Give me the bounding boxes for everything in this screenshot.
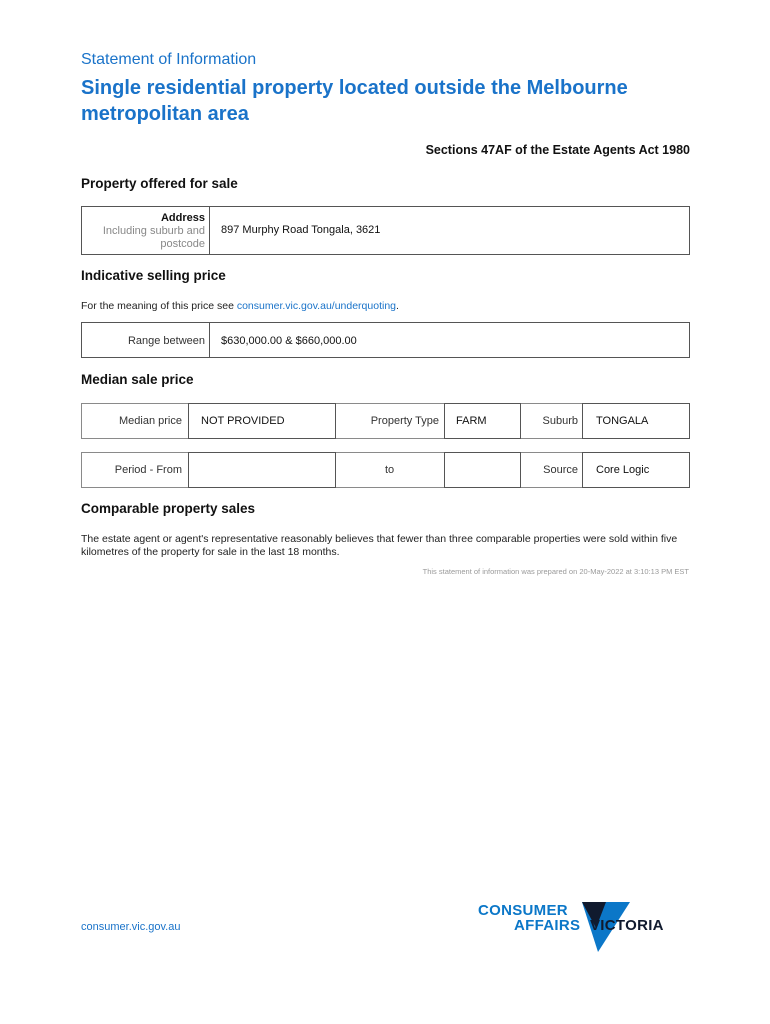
median-row-2 bbox=[81, 452, 690, 488]
section-heading-comparable: Comparable property sales bbox=[81, 501, 256, 516]
consumer-affairs-victoria-logo bbox=[476, 898, 676, 954]
indicative-price-intro bbox=[81, 300, 399, 313]
median-price-label: Median price bbox=[119, 415, 182, 427]
source-cell bbox=[582, 452, 690, 488]
suburb-label: Suburb bbox=[542, 415, 578, 427]
underquoting-link[interactable]: consumer.vic.gov.au/underquoting bbox=[236, 300, 396, 312]
period-to-label: to bbox=[385, 464, 395, 476]
median-price-value: NOT PROVIDED bbox=[201, 415, 285, 427]
section-heading-indicative-price: Indicative selling price bbox=[81, 268, 226, 283]
prepared-note: This statement of information was prepared on 20-May-2022 at 3:10:13 PM EST bbox=[422, 567, 689, 576]
address-label-cell bbox=[82, 207, 210, 254]
document-label: Statement of Information bbox=[81, 51, 257, 68]
logo-text-victoria: VICTORIA bbox=[590, 917, 664, 934]
range-label-cell bbox=[82, 323, 210, 357]
address-value: 897 Murphy Road Tongala, 3621 bbox=[221, 224, 381, 236]
period-from-label: Period - From bbox=[114, 464, 182, 476]
source-label: Source bbox=[543, 464, 578, 476]
logo-text-affairs: AFFAIRS bbox=[514, 917, 581, 934]
suburb-cell bbox=[582, 403, 690, 439]
address-label: Address bbox=[160, 212, 205, 224]
section-heading-median-price: Median sale price bbox=[81, 372, 194, 387]
price-range-row bbox=[81, 322, 690, 358]
comparable-text: The estate agent or agent's representative reasonably believes that fewer than three comparable properties were sold within five kilometres of the property for sale in the last 18 months. bbox=[81, 533, 678, 558]
indicative-price-intro-text: For the meaning of this price see bbox=[81, 300, 237, 312]
source-value: Core Logic bbox=[596, 464, 650, 476]
property-type-cell bbox=[444, 403, 521, 439]
period-from-cell bbox=[188, 452, 336, 488]
footer-website-link[interactable]: consumer.vic.gov.au bbox=[81, 921, 181, 933]
suburb-value: TONGALA bbox=[596, 415, 649, 427]
act-reference: Sections 47AF of the Estate Agents Act 1980 bbox=[425, 143, 690, 157]
section-heading-property-offered: Property offered for sale bbox=[81, 176, 238, 191]
document-title: Single residential property located outside the Melbourne metropolitan area bbox=[81, 77, 628, 125]
range-label: Range between bbox=[127, 335, 205, 347]
range-value: $630,000.00 & $660,000.00 bbox=[221, 335, 357, 347]
median-price-cell bbox=[188, 403, 336, 439]
property-type-value: FARM bbox=[456, 415, 487, 427]
median-row-1 bbox=[81, 403, 690, 439]
address-hint-line1: Including suburb and bbox=[102, 225, 205, 237]
property-type-label: Property Type bbox=[370, 415, 439, 427]
period-to-cell bbox=[444, 452, 521, 488]
logo-text-consumer: CONSUMER bbox=[478, 902, 568, 919]
address-hint-line2: postcode bbox=[160, 238, 205, 250]
indicative-price-intro-end: . bbox=[396, 300, 399, 312]
address-row bbox=[81, 206, 690, 255]
